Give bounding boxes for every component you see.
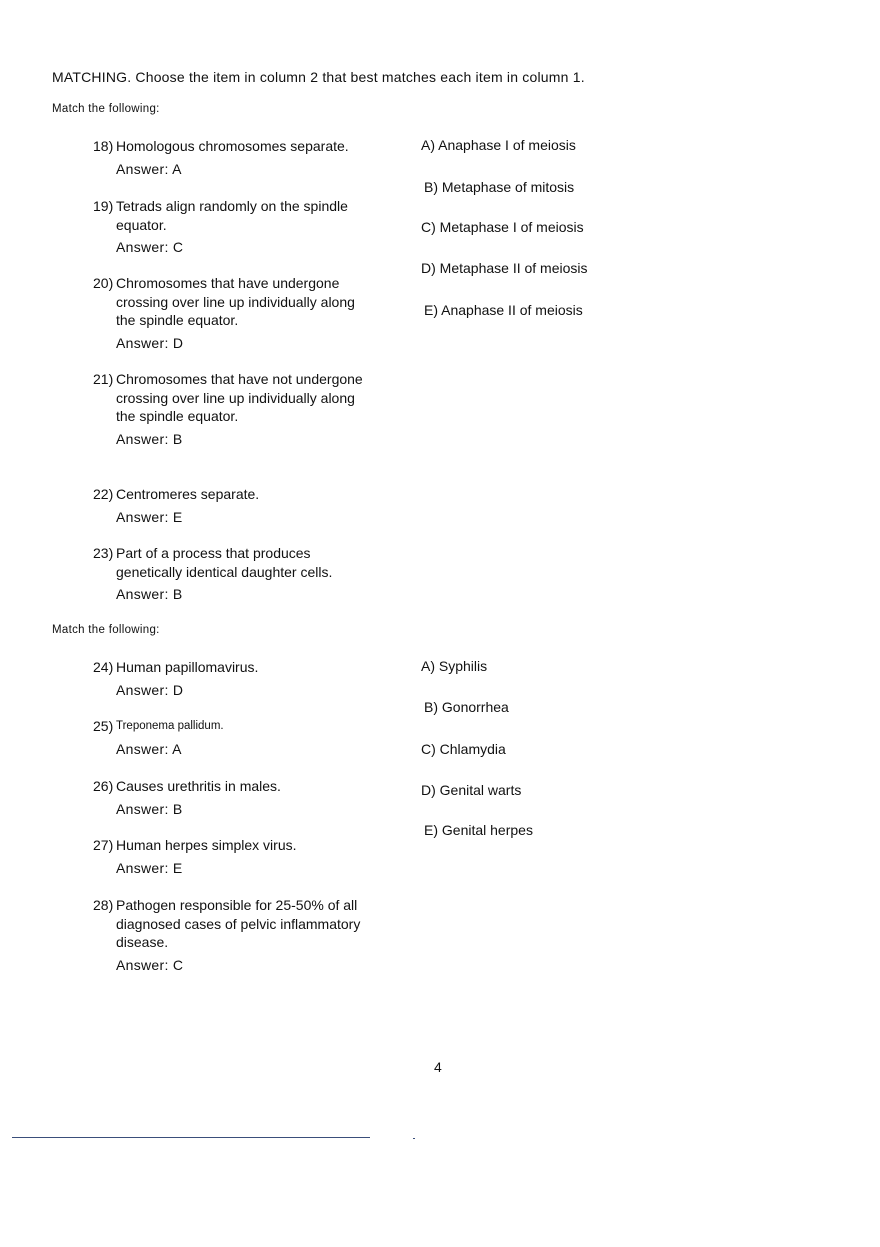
question-number: 19) bbox=[93, 198, 114, 214]
section-2-subheading: Match the following: bbox=[52, 624, 160, 636]
option-d: D) Genital warts bbox=[421, 782, 522, 798]
question-answer: Answer: E bbox=[116, 859, 183, 876]
page-number: 4 bbox=[434, 1059, 442, 1075]
question-text: Pathogen responsible for 25-50% of all diagnosed cases of pelvic inflammatory disease. bbox=[116, 897, 361, 950]
question-22 bbox=[93, 485, 363, 526]
question-answer: Answer: A bbox=[116, 160, 182, 177]
question-number: 24) bbox=[93, 659, 114, 675]
question-answer: Answer: C bbox=[116, 239, 184, 255]
question-number: 25) bbox=[93, 718, 114, 734]
question-text: Chromosomes that have undergone crossing over line up individually along the spindle equator. bbox=[116, 275, 355, 328]
option-d: D) Metaphase II of meiosis bbox=[421, 260, 588, 276]
matching-instructions: MATCHING. Choose the item in column 2 that best matches each item in column 1. bbox=[52, 69, 585, 85]
question-25 bbox=[93, 717, 363, 758]
question-answer: Answer: E bbox=[116, 508, 183, 525]
question-number: 22) bbox=[93, 486, 114, 502]
option-b: B) Metaphase of mitosis bbox=[424, 179, 575, 195]
option-c: C) Chlamydia bbox=[421, 741, 506, 757]
question-24 bbox=[93, 658, 363, 699]
footer-dot bbox=[413, 1138, 415, 1139]
question-text: Treponema pallidum. bbox=[116, 720, 224, 732]
question-number: 23) bbox=[93, 545, 114, 561]
option-e: E) Anaphase II of meiosis bbox=[424, 302, 583, 318]
option-e: E) Genital herpes bbox=[424, 822, 533, 838]
question-20 bbox=[93, 274, 363, 352]
question-text: Homologous chromosomes separate. bbox=[116, 138, 349, 154]
question-answer: Answer: C bbox=[116, 956, 184, 973]
question-answer: Answer: B bbox=[116, 430, 183, 447]
footer-rule bbox=[12, 1137, 370, 1138]
section-1-subheading: Match the following: bbox=[52, 103, 160, 115]
question-28 bbox=[93, 896, 363, 974]
option-c: C) Metaphase I of meiosis bbox=[421, 219, 584, 235]
question-text: Centromeres separate. bbox=[116, 486, 260, 502]
question-text: Chromosomes that have not undergone crossing over line up individually along the spindle equator. bbox=[116, 371, 363, 424]
question-text: Human herpes simplex virus. bbox=[116, 837, 297, 853]
question-19 bbox=[93, 197, 363, 257]
question-text: Part of a process that produces genetically identical daughter cells. bbox=[116, 545, 333, 580]
question-text: Tetrads align randomly on the spindle equator. bbox=[116, 198, 348, 233]
question-number: 28) bbox=[93, 897, 114, 913]
question-number: 20) bbox=[93, 275, 114, 291]
question-answer: Answer: B bbox=[116, 586, 183, 602]
question-27 bbox=[93, 836, 363, 877]
option-a: A) Syphilis bbox=[421, 658, 488, 674]
option-b: B) Gonorrhea bbox=[424, 699, 509, 715]
question-21 bbox=[93, 370, 363, 448]
question-text: Causes urethritis in males. bbox=[116, 778, 281, 794]
question-answer: Answer: B bbox=[116, 800, 183, 817]
question-number: 18) bbox=[93, 138, 114, 154]
question-text: Human papillomavirus. bbox=[116, 659, 259, 675]
question-18 bbox=[93, 137, 363, 178]
question-26 bbox=[93, 777, 363, 818]
question-23 bbox=[93, 544, 363, 604]
question-number: 21) bbox=[93, 371, 114, 387]
question-number: 26) bbox=[93, 778, 114, 794]
option-a: A) Anaphase I of meiosis bbox=[421, 137, 576, 153]
question-answer: Answer: D bbox=[116, 681, 184, 698]
question-answer: Answer: D bbox=[116, 334, 184, 351]
question-number: 27) bbox=[93, 837, 114, 853]
question-answer: Answer: A bbox=[116, 740, 182, 757]
